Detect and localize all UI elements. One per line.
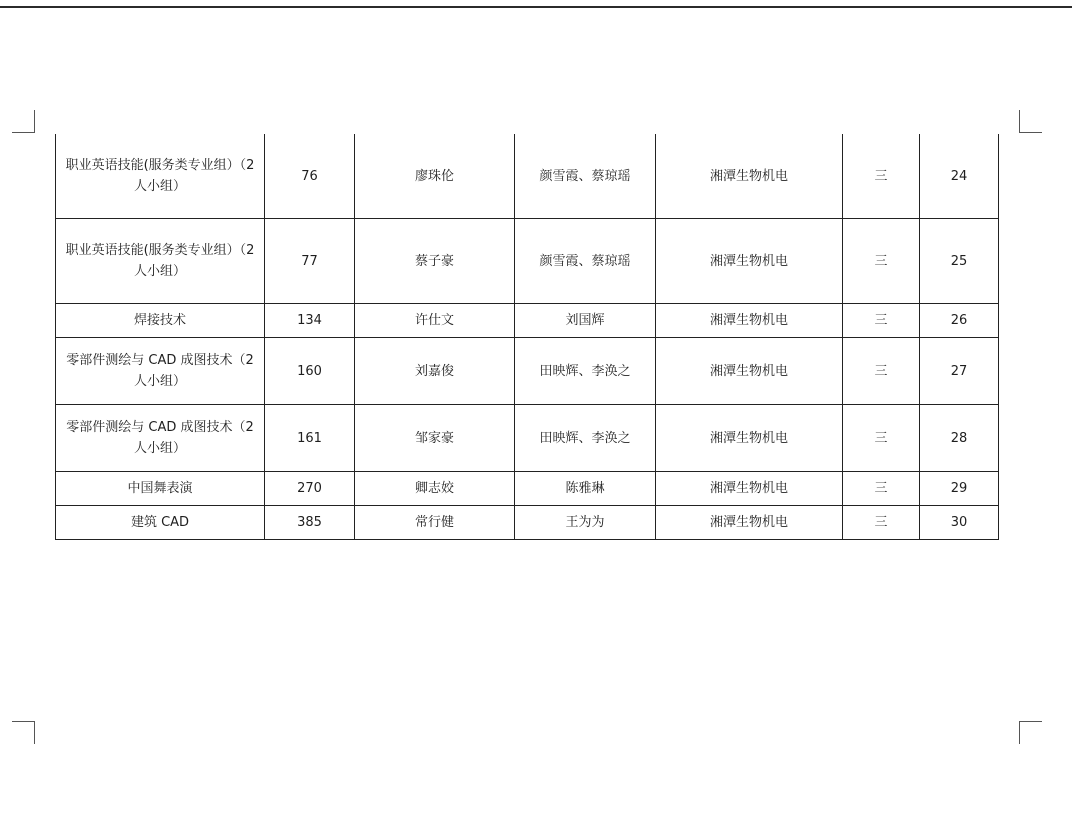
teacher-cell: 田映辉、李涣之: [515, 405, 656, 472]
table-row: [56, 472, 999, 506]
number-cell: 270: [265, 472, 355, 506]
crop-mark-bottom-right: [1019, 721, 1042, 744]
school-cell: 湘潭生物机电: [656, 338, 843, 405]
teacher-cell: 颜雪霞、蔡琼瑶: [515, 134, 656, 219]
sequence-cell: 28: [920, 405, 999, 472]
student-cell: 廖珠伦: [355, 134, 515, 219]
table-row: [56, 134, 999, 219]
event-cell: 职业英语技能(服务类专业组）（2 人小组）: [56, 219, 265, 304]
sequence-cell: 27: [920, 338, 999, 405]
table-row: [56, 405, 999, 472]
student-cell: 蔡子豪: [355, 219, 515, 304]
prize-cell: 三: [843, 304, 920, 338]
sequence-cell: 29: [920, 472, 999, 506]
teacher-cell: 陈雅琳: [515, 472, 656, 506]
student-cell: 卿志姣: [355, 472, 515, 506]
teacher-cell: 王为为: [515, 506, 656, 540]
table-row: [56, 338, 999, 405]
prize-cell: 三: [843, 405, 920, 472]
event-cell: 零部件测绘与 CAD 成图技术（2 人小组）: [56, 405, 265, 472]
student-cell: 许仕文: [355, 304, 515, 338]
teacher-cell: 颜雪霞、蔡琼瑶: [515, 219, 656, 304]
number-cell: 385: [265, 506, 355, 540]
school-cell: 湘潭生物机电: [656, 405, 843, 472]
sequence-cell: 30: [920, 506, 999, 540]
event-cell: 中国舞表演: [56, 472, 265, 506]
prize-cell: 三: [843, 338, 920, 405]
prize-cell: 三: [843, 134, 920, 219]
event-cell: 零部件测绘与 CAD 成图技术（2 人小组）: [56, 338, 265, 405]
sequence-cell: 24: [920, 134, 999, 219]
number-cell: 76: [265, 134, 355, 219]
teacher-cell: 田映辉、李涣之: [515, 338, 656, 405]
number-cell: 77: [265, 219, 355, 304]
number-cell: 160: [265, 338, 355, 405]
student-cell: 邹家豪: [355, 405, 515, 472]
school-cell: 湘潭生物机电: [656, 506, 843, 540]
school-cell: 湘潭生物机电: [656, 304, 843, 338]
sequence-cell: 25: [920, 219, 999, 304]
event-cell: 焊接技术: [56, 304, 265, 338]
event-cell: 建筑 CAD: [56, 506, 265, 540]
student-cell: 刘嘉俊: [355, 338, 515, 405]
number-cell: 161: [265, 405, 355, 472]
teacher-cell: 刘国辉: [515, 304, 656, 338]
event-cell: 职业英语技能(服务类专业组）（2 人小组）: [56, 134, 265, 219]
school-cell: 湘潭生物机电: [656, 134, 843, 219]
crop-mark-bottom-left: [12, 721, 35, 744]
table-row: [56, 219, 999, 304]
top-page-rule: [0, 6, 1072, 8]
award-table: [55, 134, 999, 540]
number-cell: 134: [265, 304, 355, 338]
prize-cell: 三: [843, 506, 920, 540]
sequence-cell: 26: [920, 304, 999, 338]
crop-mark-top-left: [12, 110, 35, 133]
table-row: [56, 304, 999, 338]
prize-cell: 三: [843, 472, 920, 506]
crop-mark-top-right: [1019, 110, 1042, 133]
school-cell: 湘潭生物机电: [656, 472, 843, 506]
table-row: [56, 506, 999, 540]
student-cell: 常行健: [355, 506, 515, 540]
school-cell: 湘潭生物机电: [656, 219, 843, 304]
prize-cell: 三: [843, 219, 920, 304]
